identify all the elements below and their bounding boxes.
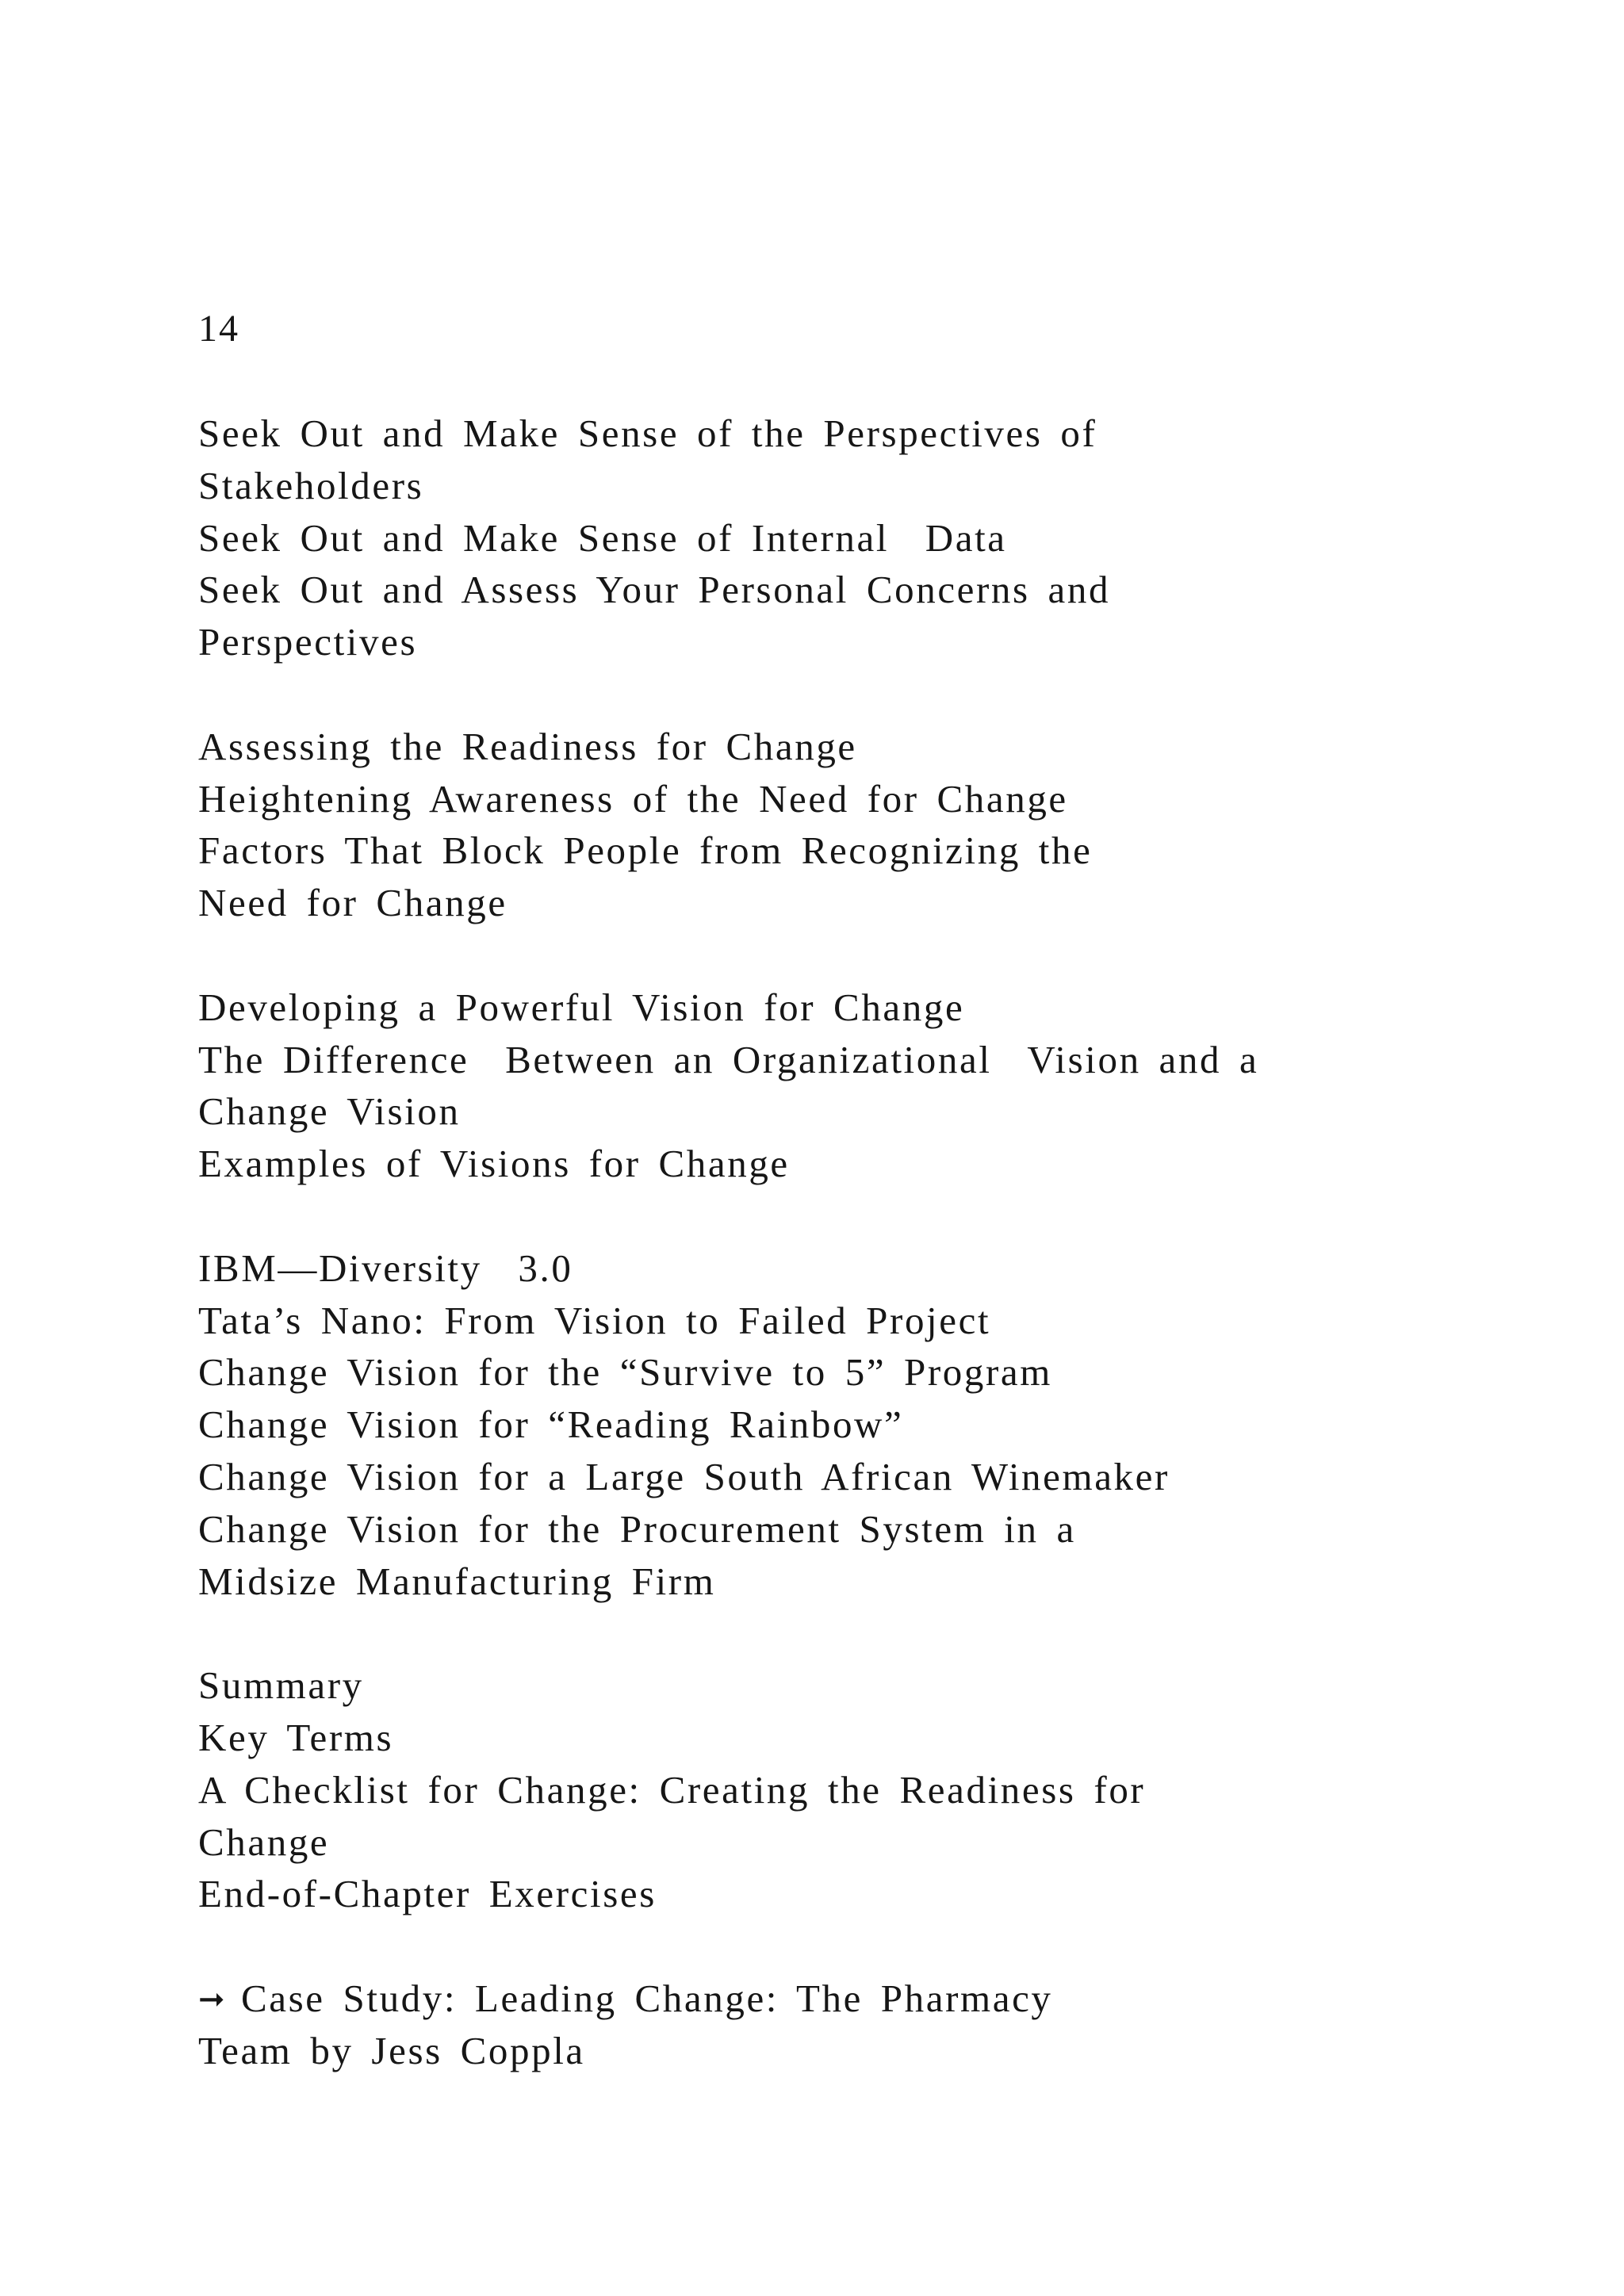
document-page <box>198 303 1546 2077</box>
toc-line: End-of-Chapter Exercises <box>198 1872 657 1916</box>
toc-line: Change Vision <box>198 1089 461 1134</box>
toc-line: Change Vision for a Large South African Winemaker <box>198 1454 1170 1498</box>
toc-line: Summary <box>198 1663 364 1708</box>
toc-line: Seek Out and Make Sense of the Perspectives of <box>198 411 1097 455</box>
toc-group-vision <box>198 982 1546 1190</box>
toc-line: Change Vision for the “Survive to 5” Program <box>198 1350 1052 1395</box>
toc-line: Key Terms <box>198 1715 394 1759</box>
toc-line: Factors That Block People from Recognizing the <box>198 828 1093 873</box>
case-study-author-line: Team by Jess Coppla <box>198 2028 585 2072</box>
toc-line: Change Vision for “Reading Rainbow” <box>198 1402 904 1447</box>
toc-line: Tata’s Nano: From Vision to Failed Project <box>198 1298 991 1342</box>
spacer <box>198 355 1546 408</box>
page-number: 14 <box>198 308 239 350</box>
toc-line: Stakeholders <box>198 463 424 507</box>
toc-group-examples <box>198 1242 1546 1608</box>
right-arrow-icon: ➞ <box>198 1980 225 2018</box>
case-study-title-line <box>198 1973 1546 2025</box>
toc-group-summary <box>198 1659 1546 1920</box>
toc-line: Heightening Awareness of the Need for Change <box>198 776 1068 821</box>
toc-group-stakeholders <box>198 408 1546 668</box>
toc-line: Assessing the Readiness for Change <box>198 724 857 768</box>
toc-line: Change Vision for the Procurement System in a <box>198 1506 1076 1551</box>
toc-line: Seek Out and Make Sense of Internal Data <box>198 515 1007 560</box>
toc-line: Midsize Manufacturing Firm <box>198 1559 716 1603</box>
toc-line: Change <box>198 1820 330 1864</box>
toc-group-case-study <box>198 1973 1546 2077</box>
toc-line: Examples of Visions for Change <box>198 1142 790 1186</box>
toc-line: IBM—Diversity 3.0 <box>198 1246 573 1290</box>
toc-line: The Difference Between an Organizational Vision and a <box>198 1037 1259 1081</box>
toc-line: A Checklist for Change: Creating the Readiness for <box>198 1767 1146 1812</box>
case-study-title: Case Study: Leading Change: The Pharmacy <box>241 1976 1053 2020</box>
toc-line: Seek Out and Assess Your Personal Concerns and <box>198 568 1111 612</box>
toc-group-readiness <box>198 721 1546 929</box>
toc-line: Perspectives <box>198 620 418 664</box>
toc-line: Developing a Powerful Vision for Change <box>198 985 965 1029</box>
toc-line: Need for Change <box>198 881 508 925</box>
